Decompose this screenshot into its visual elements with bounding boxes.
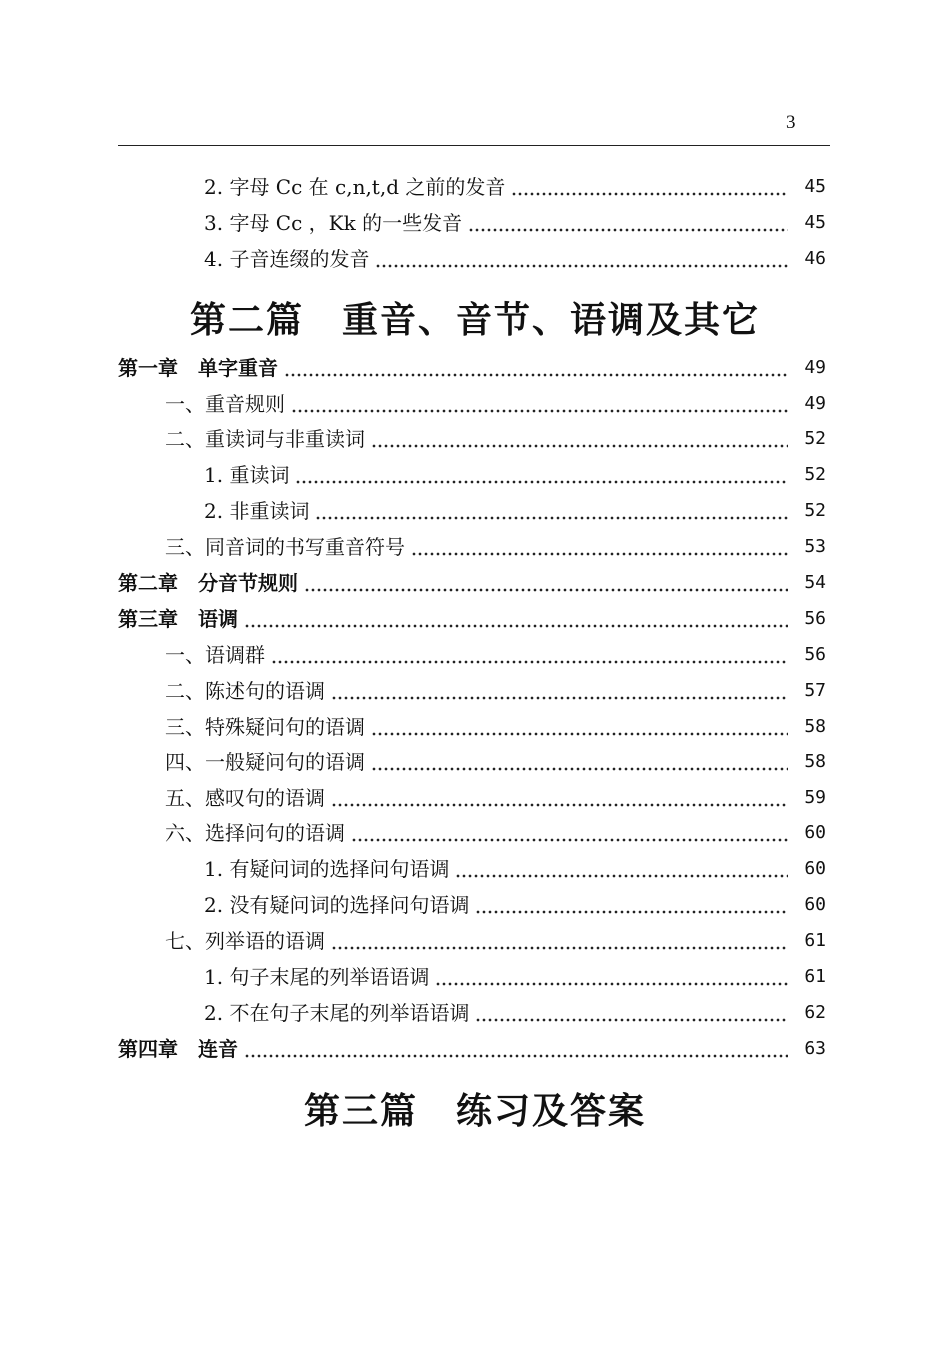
toc-entry-label: 2. 不在句子末尾的列举语语调 bbox=[204, 1001, 470, 1025]
dot-leader bbox=[371, 424, 788, 454]
toc-entry bbox=[204, 854, 826, 884]
toc-entry-page: 58 bbox=[804, 716, 826, 737]
toc-entry bbox=[204, 244, 826, 274]
dot-leader bbox=[291, 389, 788, 419]
toc-entry-label: 第二章 分音节规则 bbox=[118, 571, 298, 595]
toc-entry-label: 三、同音词的书写重音符号 bbox=[165, 535, 405, 559]
toc-entry-page: 63 bbox=[804, 1038, 826, 1059]
toc-entry-page: 52 bbox=[804, 500, 826, 521]
toc-entry-page: 45 bbox=[804, 212, 826, 233]
dot-leader bbox=[351, 818, 788, 848]
dot-leader bbox=[331, 783, 788, 813]
dot-leader bbox=[411, 532, 788, 562]
toc-entry-page: 57 bbox=[804, 680, 826, 701]
toc-entry bbox=[165, 424, 826, 454]
dot-leader bbox=[475, 998, 788, 1028]
dot-leader bbox=[315, 496, 788, 526]
toc-entry-page: 60 bbox=[804, 858, 826, 879]
dot-leader bbox=[331, 926, 788, 956]
toc-entry-page: 54 bbox=[804, 572, 826, 593]
toc-entry-label: 3. 字母 Cc ，Kk 的一些发音 bbox=[204, 211, 463, 235]
toc-entry-label: 第三章 语调 bbox=[118, 607, 238, 631]
toc-entry-page: 46 bbox=[804, 248, 826, 269]
dot-leader bbox=[244, 604, 788, 634]
dot-leader bbox=[371, 712, 788, 742]
toc-entry-page: 53 bbox=[804, 536, 826, 557]
toc-entry bbox=[204, 460, 826, 490]
toc-entry bbox=[204, 208, 826, 238]
toc-chapter bbox=[118, 353, 826, 383]
toc-entry-page: 59 bbox=[804, 787, 826, 808]
toc-entry bbox=[165, 818, 826, 848]
toc-entry bbox=[165, 389, 826, 419]
toc-entry-label: 2. 字母 Cc 在 c,n,t,d 之前的发音 bbox=[204, 175, 506, 199]
dot-leader bbox=[271, 640, 788, 670]
dot-leader bbox=[375, 244, 788, 274]
page-number: 3 bbox=[786, 112, 796, 133]
header-rule bbox=[118, 145, 830, 146]
part-heading: 第三篇 练习及答案 bbox=[303, 1090, 646, 1132]
dot-leader bbox=[511, 172, 788, 202]
toc-entry bbox=[165, 676, 826, 706]
dot-leader bbox=[295, 460, 788, 490]
dot-leader bbox=[304, 568, 788, 598]
toc-entry-page: 60 bbox=[804, 822, 826, 843]
toc-entry-label: 三、特殊疑问句的语调 bbox=[165, 715, 365, 739]
toc-entry-page: 52 bbox=[804, 428, 826, 449]
dot-leader bbox=[475, 890, 788, 920]
part-heading: 第二篇 重音、音节、语调及其它 bbox=[189, 299, 760, 341]
toc-entry bbox=[165, 640, 826, 670]
toc-entry bbox=[165, 712, 826, 742]
toc-entry-label: 2. 非重读词 bbox=[204, 499, 310, 523]
dot-leader bbox=[455, 854, 788, 884]
toc-entry-label: 第四章 连音 bbox=[118, 1037, 238, 1061]
toc-entry-page: 49 bbox=[804, 357, 826, 378]
toc-entry-label: 六、选择问句的语调 bbox=[165, 821, 345, 845]
toc-entry-page: 52 bbox=[804, 464, 826, 485]
toc-entry bbox=[165, 747, 826, 777]
dot-leader bbox=[371, 747, 788, 777]
toc-entry-page: 45 bbox=[804, 176, 826, 197]
dot-leader bbox=[468, 208, 788, 238]
toc-chapter bbox=[118, 1034, 826, 1064]
toc-entry-page: 62 bbox=[804, 1002, 826, 1023]
dot-leader bbox=[244, 1034, 788, 1064]
toc-entry-page: 61 bbox=[804, 966, 826, 987]
toc-entry-page: 60 bbox=[804, 894, 826, 915]
toc-entry bbox=[165, 926, 826, 956]
toc-entry-label: 1. 句子末尾的列举语语调 bbox=[204, 965, 430, 989]
toc-entry bbox=[204, 998, 826, 1028]
toc-entry-label: 一、语调群 bbox=[165, 643, 265, 667]
toc-entry-label: 1. 有疑问词的选择问句语调 bbox=[204, 857, 450, 881]
toc-chapter bbox=[118, 604, 826, 634]
toc-entry bbox=[204, 962, 826, 992]
toc-entry bbox=[204, 496, 826, 526]
toc-entry-label: 一、重音规则 bbox=[165, 392, 285, 416]
toc-chapter bbox=[118, 568, 826, 598]
toc-entry-label: 2. 没有疑问词的选择问句语调 bbox=[204, 893, 470, 917]
toc-entry-label: 二、重读词与非重读词 bbox=[165, 427, 365, 451]
toc-entry-page: 49 bbox=[804, 393, 826, 414]
toc-entry-label: 4. 子音连缀的发音 bbox=[204, 247, 370, 271]
toc-entry bbox=[204, 890, 826, 920]
toc-entry-page: 58 bbox=[804, 751, 826, 772]
toc-entry bbox=[165, 532, 826, 562]
toc-entry-label: 五、感叹句的语调 bbox=[165, 786, 325, 810]
toc-entry-label: 二、陈述句的语调 bbox=[165, 679, 325, 703]
toc-entry-label: 1. 重读词 bbox=[204, 463, 290, 487]
toc-entry bbox=[165, 783, 826, 813]
dot-leader bbox=[331, 676, 788, 706]
toc-entry bbox=[204, 172, 826, 202]
toc-entry-page: 56 bbox=[804, 608, 826, 629]
dot-leader bbox=[435, 962, 788, 992]
toc-entry-label: 第一章 单字重音 bbox=[118, 356, 278, 380]
toc-entry-label: 七、列举语的语调 bbox=[165, 929, 325, 953]
toc-entry-page: 61 bbox=[804, 930, 826, 951]
toc-entry-label: 四、一般疑问句的语调 bbox=[165, 750, 365, 774]
dot-leader bbox=[284, 353, 788, 383]
toc-entry-page: 56 bbox=[804, 644, 826, 665]
